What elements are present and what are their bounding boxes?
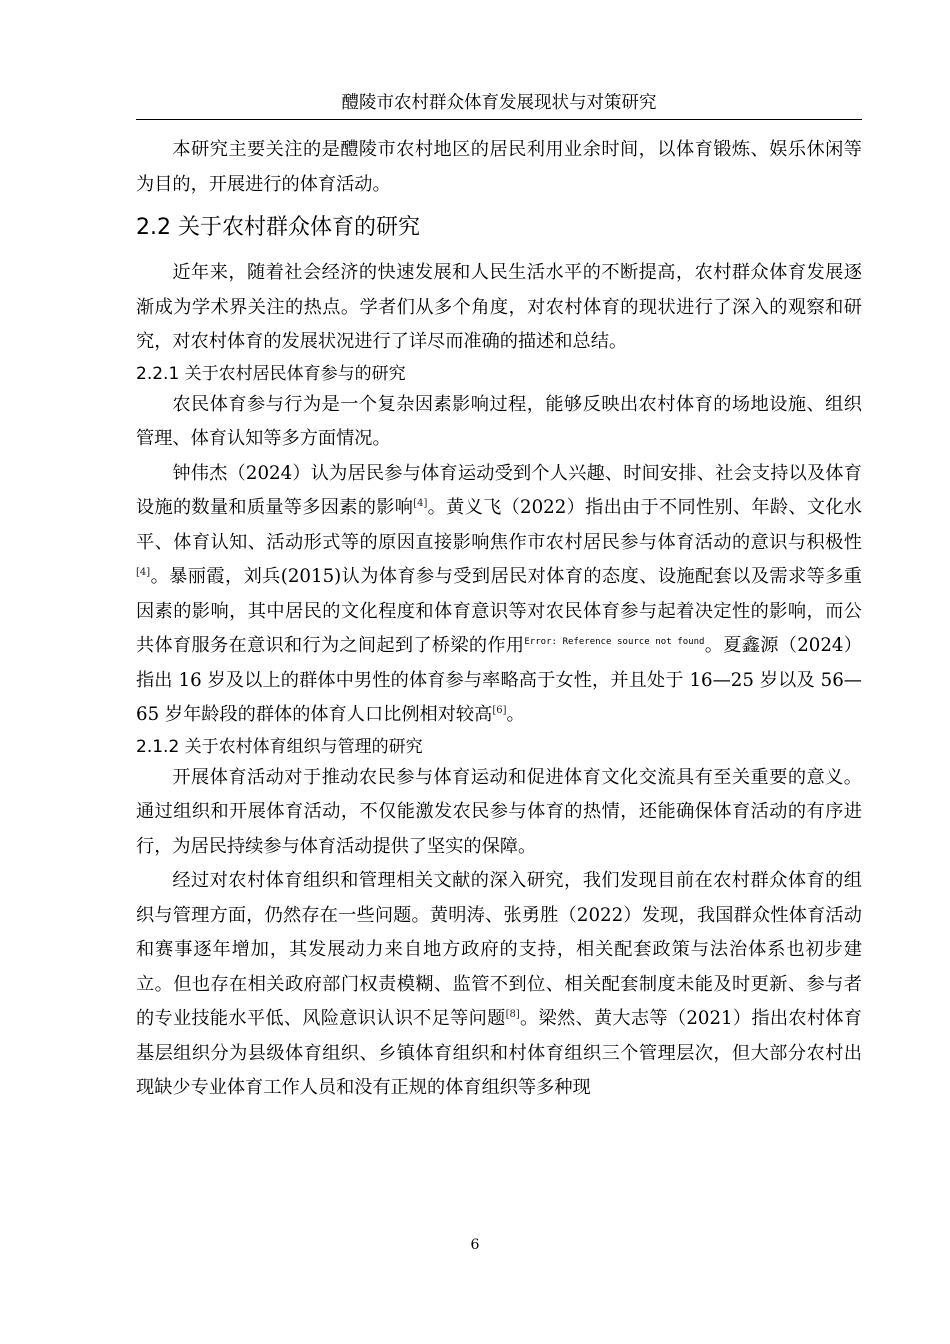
paragraph-participation-intro: 农民体育参与行为是一个复杂因素影响过程，能够反映出农村体育的场地设施、组织管理、体育认知等多方面情况。 <box>136 393 862 449</box>
text-span: 。 <box>506 704 525 725</box>
text-span: 。梁然、黄大志等（2021）指出农村体育基层组织分为县级体育组织、乡镇体育组织和村体育组织三个管理层次，但大部分农村出现缺少专业体育工作人员和没有正规的体育组织等多种现 <box>136 1008 862 1098</box>
text-span: 。夏鑫源（2024）指出 16 岁及以上的群体中男性的体育参与率略高于女性，并且处于 16—25 岁以及 56—65 岁年龄段的群体的体育人口比例相对较高 <box>136 635 862 725</box>
paragraph-organization-intro: 开展体育活动对于推动农民参与体育运动和促进体育文化交流具有至关重要的意义。通过组织和开展体育活动，不仅能激发农民参与体育的热情，还能确保体育活动的有序进行，为居民持续参与体育活动提供了坚实的保障。 <box>136 766 862 857</box>
citation-ref: [6] <box>492 705 507 716</box>
citation-error: Error: Reference source not found <box>524 637 705 647</box>
paragraph-organization-literature <box>136 864 862 1106</box>
body-text <box>136 133 862 1106</box>
running-header: 醴陵市农村群众体育发展现状与对策研究 <box>136 90 862 120</box>
paragraph-intro: 本研究主要关注的是醴陵市农村地区的居民利用业余时间，以体育锻炼、娱乐休闲等为目的，开展进行的体育活动。 <box>136 139 862 195</box>
citation-ref: [8] <box>505 1009 520 1020</box>
page-number: 6 <box>470 1237 480 1253</box>
text-span: 钟伟杰（2024）认为居民参与体育运动受到个人兴趣、时间安排、社会支持以及体育设施的数量和质量等多因素的影响 <box>136 462 862 518</box>
citation-ref: [4] <box>136 567 151 578</box>
section-heading-2-2: 2.2 关于农村群众体育的研究 <box>136 215 420 240</box>
citation-ref: [4] <box>413 498 428 509</box>
text-span: 。暴丽霞，刘兵(2015)认为体育参与受到居民对体育的态度、设施配套以及需求等多重因素的影响，其中居民的文化程度和体育意识等对农民体育参与起着决定性的影响，而公共体育服务在意识和行为之间起到了桥梁的作用 <box>136 566 862 656</box>
text-span: 。黄义飞（2022）指出由于不同性别、年龄、文化水平、体育认知、活动形式等的原因直接影响焦作市农村居民参与体育活动的意识与积极性 <box>136 497 862 553</box>
subsection-heading-2-1-2: 2.1.2 关于农村体育组织与管理的研究 <box>136 736 423 757</box>
paragraph-participation-literature <box>136 457 862 733</box>
subsection-heading-2-2-1: 2.2.1 关于农村居民体育参与的研究 <box>136 363 406 384</box>
paragraph-2-2: 近年来，随着社会经济的快速发展和人民生活水平的不断提高，农村群众体育发展逐渐成为学术界关注的热点。学者们从多个角度，对农村体育的现状进行了深入的观察和研究，对农村体育的发展状况进行了详尽而准确的描述和总结。 <box>136 262 862 352</box>
text-span: 经过对农村体育组织和管理相关文献的深入研究，我们发现目前在农村群众体育的组织与管理方面，仍然存在一些问题。黄明涛、张勇胜（2022）发现，我国群众性体育活动和赛事逐年增加，其发展动力来自地方政府的支持，相关配套政策与法治体系也初步建立。但也存在相关政府部门权责模糊、监管不到位、相关配套制度未能及时更新、参与者的专业技能水平低、风险意识认识不足等问题 <box>136 870 862 1029</box>
